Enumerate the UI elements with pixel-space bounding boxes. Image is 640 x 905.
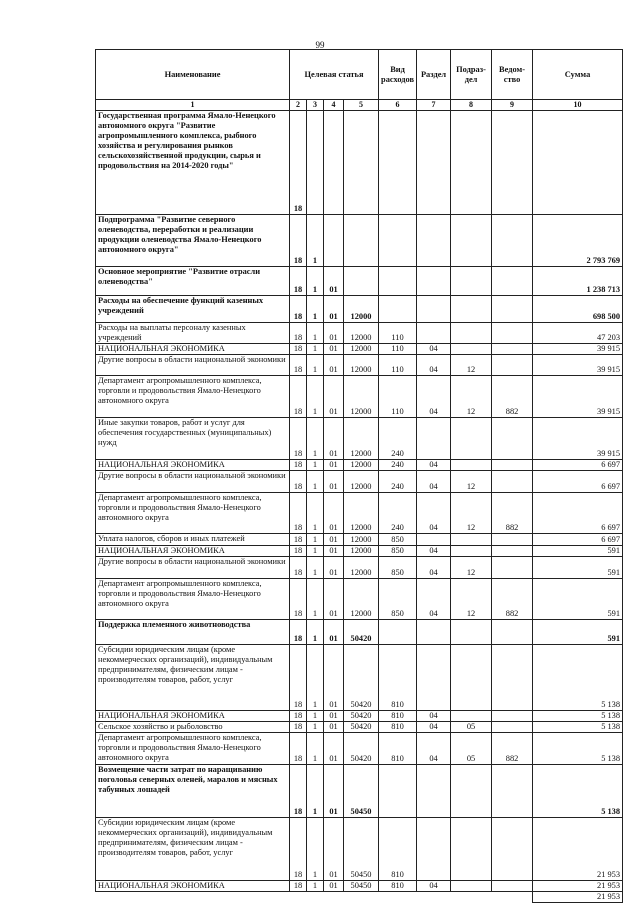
row-code-c7: 04 <box>417 579 451 620</box>
row-sum: 5 138 <box>533 722 623 733</box>
col-number: 4 <box>324 100 344 111</box>
row-sum: 698 500 <box>533 296 623 323</box>
table-row <box>96 818 623 881</box>
row-code-c7 <box>417 534 451 546</box>
row-code-c6: 810 <box>379 645 417 711</box>
row-code-c4: 01 <box>324 733 344 765</box>
row-code-c2: 18 <box>290 215 307 267</box>
row-code-c3: 1 <box>307 460 324 471</box>
row-code-c4: 01 <box>324 418 344 460</box>
row-name: Подпрограмма "Развитие северного оленеводства, переработки и реализации продукции оленеводства Ямало-Ненецкого автономного округа" <box>96 215 290 267</box>
row-sum: 591 <box>533 620 623 645</box>
row-sum: 591 <box>533 546 623 557</box>
row-code-c7 <box>417 418 451 460</box>
row-code-c5: 50450 <box>344 765 379 818</box>
row-code-c7: 04 <box>417 355 451 376</box>
row-code-c3: 1 <box>307 620 324 645</box>
row-code-c5 <box>344 267 379 296</box>
row-code-c8 <box>451 546 492 557</box>
row-code-c7: 04 <box>417 376 451 418</box>
row-sum: 6 697 <box>533 460 623 471</box>
row-sum <box>533 111 623 215</box>
header-row <box>96 50 623 100</box>
row-name: НАЦИОНАЛЬНАЯ ЭКОНОМИКА <box>96 881 290 892</box>
row-name: Расходы на выплаты персоналу казенных учреждений <box>96 323 290 344</box>
table-row <box>96 460 623 471</box>
row-code-c8 <box>451 296 492 323</box>
table-row <box>96 323 623 344</box>
row-code-c6: 810 <box>379 711 417 722</box>
row-code-c6 <box>379 296 417 323</box>
row-code-c4: 01 <box>324 344 344 355</box>
row-code-c8: 12 <box>451 471 492 493</box>
row-name: НАЦИОНАЛЬНАЯ ЭКОНОМИКА <box>96 460 290 471</box>
row-code-c2: 18 <box>290 579 307 620</box>
table-row <box>96 111 623 215</box>
row-code-c7 <box>417 111 451 215</box>
row-code-c7 <box>417 620 451 645</box>
row-code-c4: 01 <box>324 818 344 881</box>
row-code-c5 <box>344 215 379 267</box>
row-code-c7 <box>417 818 451 881</box>
col-number: 1 <box>96 100 290 111</box>
row-code-c5: 12000 <box>344 546 379 557</box>
row-code-c9 <box>492 418 533 460</box>
row-code-c9 <box>492 344 533 355</box>
row-code-c5: 12000 <box>344 460 379 471</box>
row-code-c6: 850 <box>379 534 417 546</box>
row-code-c2: 18 <box>290 546 307 557</box>
row-code-c2: 18 <box>290 376 307 418</box>
row-code-c4: 01 <box>324 460 344 471</box>
row-code-c3: 1 <box>307 579 324 620</box>
row-sum: 5 138 <box>533 645 623 711</box>
row-code-c3: 1 <box>307 355 324 376</box>
row-code-c3: 1 <box>307 376 324 418</box>
row-code-c2: 18 <box>290 645 307 711</box>
row-code-c7 <box>417 215 451 267</box>
row-name: Другие вопросы в области национальной экономики <box>96 557 290 579</box>
table-row <box>96 645 623 711</box>
row-code-c5: 12000 <box>344 344 379 355</box>
row-code-c6 <box>379 620 417 645</box>
row-code-c6 <box>379 111 417 215</box>
row-name: Иные закупки товаров, работ и услуг для обеспечения государственных (муниципальных) нужд <box>96 418 290 460</box>
row-sum: 39 915 <box>533 344 623 355</box>
row-code-c4: 01 <box>324 296 344 323</box>
table-row <box>96 267 623 296</box>
row-code-c2: 18 <box>290 733 307 765</box>
row-code-c7: 04 <box>417 493 451 534</box>
row-code-c2: 18 <box>290 620 307 645</box>
trailing-sum: 21 953 <box>533 892 623 903</box>
row-code-c4: 01 <box>324 557 344 579</box>
col-number: 2 <box>290 100 307 111</box>
row-code-c5: 50420 <box>344 733 379 765</box>
col-number: 7 <box>417 100 451 111</box>
row-code-c8: 12 <box>451 579 492 620</box>
row-code-c5: 50450 <box>344 818 379 881</box>
table-body <box>96 111 623 892</box>
row-code-c4: 01 <box>324 493 344 534</box>
row-sum: 21 953 <box>533 881 623 892</box>
row-code-c8: 05 <box>451 722 492 733</box>
row-code-c8 <box>451 418 492 460</box>
row-code-c9 <box>492 460 533 471</box>
row-code-c4: 01 <box>324 620 344 645</box>
row-code-c2: 18 <box>290 711 307 722</box>
row-code-c4: 01 <box>324 471 344 493</box>
row-code-c4: 01 <box>324 355 344 376</box>
row-code-c6: 110 <box>379 323 417 344</box>
col-number: 6 <box>379 100 417 111</box>
row-code-c8 <box>451 534 492 546</box>
header-department: Ведом-ство <box>492 50 533 100</box>
row-code-c6: 810 <box>379 733 417 765</box>
row-name: Сельское хозяйство и рыболовство <box>96 722 290 733</box>
row-code-c4: 01 <box>324 323 344 344</box>
col-number: 3 <box>307 100 324 111</box>
table-row <box>96 711 623 722</box>
table-row <box>96 620 623 645</box>
row-code-c5: 12000 <box>344 579 379 620</box>
col-number: 9 <box>492 100 533 111</box>
row-sum: 2 793 769 <box>533 215 623 267</box>
table-row <box>96 493 623 534</box>
row-code-c3: 1 <box>307 344 324 355</box>
row-code-c2: 18 <box>290 296 307 323</box>
row-code-c8 <box>451 111 492 215</box>
row-code-c3: 1 <box>307 215 324 267</box>
row-sum: 47 203 <box>533 323 623 344</box>
row-code-c3: 1 <box>307 881 324 892</box>
row-code-c9 <box>492 471 533 493</box>
trailing-row <box>96 892 623 903</box>
row-code-c8: 12 <box>451 493 492 534</box>
row-name: Другие вопросы в области национальной экономики <box>96 471 290 493</box>
row-code-c2: 18 <box>290 534 307 546</box>
row-code-c8: 12 <box>451 355 492 376</box>
row-name: Субсидии юридическим лицам (кроме некоммерческих организаций), индивидуальным предпринимателям, физическим лицам - производителям товаров, работ, услуг <box>96 645 290 711</box>
row-code-c5 <box>344 111 379 215</box>
table-row <box>96 765 623 818</box>
row-sum: 5 138 <box>533 765 623 818</box>
row-code-c4: 01 <box>324 711 344 722</box>
row-code-c5: 12000 <box>344 355 379 376</box>
row-code-c7 <box>417 645 451 711</box>
row-code-c9 <box>492 546 533 557</box>
header-name: Наименование <box>96 50 290 100</box>
row-name: Департамент агропромышленного комплекса, торговли и продовольствия Ямало-Ненецкого автономного округа <box>96 493 290 534</box>
row-code-c5: 12000 <box>344 471 379 493</box>
row-code-c7 <box>417 296 451 323</box>
row-code-c2: 18 <box>290 493 307 534</box>
row-code-c5: 12000 <box>344 493 379 534</box>
row-code-c7: 04 <box>417 344 451 355</box>
row-code-c7 <box>417 323 451 344</box>
row-code-c6 <box>379 765 417 818</box>
row-code-c6: 110 <box>379 355 417 376</box>
row-code-c9 <box>492 711 533 722</box>
row-name: Расходы на обеспечение функций казенных учреждений <box>96 296 290 323</box>
row-code-c4: 01 <box>324 722 344 733</box>
row-code-c9: 882 <box>492 733 533 765</box>
row-sum: 39 915 <box>533 418 623 460</box>
row-code-c9 <box>492 355 533 376</box>
row-code-c9 <box>492 534 533 546</box>
row-name: Другие вопросы в области национальной экономики <box>96 355 290 376</box>
row-code-c6: 110 <box>379 344 417 355</box>
row-sum: 39 915 <box>533 355 623 376</box>
row-code-c2: 18 <box>290 557 307 579</box>
row-code-c8 <box>451 344 492 355</box>
row-code-c7: 04 <box>417 546 451 557</box>
row-code-c8 <box>451 711 492 722</box>
row-code-c5: 12000 <box>344 557 379 579</box>
row-name: Основное мероприятие "Развитие отрасли оленеводства" <box>96 267 290 296</box>
column-number-row <box>96 100 623 111</box>
row-code-c4: 01 <box>324 881 344 892</box>
row-code-c3: 1 <box>307 267 324 296</box>
row-code-c7: 04 <box>417 711 451 722</box>
row-sum: 21 953 <box>533 818 623 881</box>
row-code-c9: 882 <box>492 579 533 620</box>
table-row <box>96 733 623 765</box>
row-name: Государственная программа Ямало-Ненецкого автономного округа "Развитие агропромышленного комплекса, рыбного хозяйства и регулирования рынков сельскохозяйственной продукции, сырья и продовольствия на 2014-2020 годы" <box>96 111 290 215</box>
table-row <box>96 344 623 355</box>
header-section: Раздел <box>417 50 451 100</box>
row-code-c3: 1 <box>307 711 324 722</box>
row-code-c5: 12000 <box>344 296 379 323</box>
table-row <box>96 534 623 546</box>
row-code-c9 <box>492 557 533 579</box>
row-code-c4: 01 <box>324 534 344 546</box>
row-code-c5: 50420 <box>344 722 379 733</box>
row-code-c4: 01 <box>324 645 344 711</box>
row-code-c8 <box>451 645 492 711</box>
row-code-c9 <box>492 215 533 267</box>
table-row <box>96 546 623 557</box>
table-row <box>96 215 623 267</box>
row-code-c7 <box>417 765 451 818</box>
row-code-c3: 1 <box>307 418 324 460</box>
row-code-c4: 01 <box>324 579 344 620</box>
table-row <box>96 881 623 892</box>
row-code-c5: 12000 <box>344 376 379 418</box>
row-code-c6: 240 <box>379 471 417 493</box>
row-code-c9 <box>492 296 533 323</box>
row-sum: 6 697 <box>533 534 623 546</box>
row-name: Департамент агропромышленного комплекса, торговли и продовольствия Ямало-Ненецкого автономного округа <box>96 376 290 418</box>
row-code-c7: 04 <box>417 460 451 471</box>
row-code-c2: 18 <box>290 460 307 471</box>
row-code-c3 <box>307 111 324 215</box>
row-name: Поддержка племенного животноводства <box>96 620 290 645</box>
row-code-c6: 810 <box>379 818 417 881</box>
row-code-c2: 18 <box>290 722 307 733</box>
table-row <box>96 471 623 493</box>
row-code-c5: 50420 <box>344 645 379 711</box>
row-name: Возмещение части затрат по наращиванию поголовья северных оленей, маралов и мясных табунных лошадей <box>96 765 290 818</box>
row-code-c9 <box>492 765 533 818</box>
row-code-c8 <box>451 215 492 267</box>
row-code-c2: 18 <box>290 323 307 344</box>
row-name: Субсидии юридическим лицам (кроме некоммерческих организаций), индивидуальным предпринимателям, физическим лицам - производителям товаров, работ, услуг <box>96 818 290 881</box>
row-code-c9 <box>492 645 533 711</box>
row-sum: 591 <box>533 579 623 620</box>
row-code-c4: 01 <box>324 546 344 557</box>
row-code-c3: 1 <box>307 546 324 557</box>
row-code-c2: 18 <box>290 355 307 376</box>
row-code-c2: 18 <box>290 111 307 215</box>
row-code-c4: 01 <box>324 376 344 418</box>
page-number: 99 <box>315 40 325 50</box>
row-code-c6: 240 <box>379 418 417 460</box>
row-code-c6: 240 <box>379 493 417 534</box>
row-sum: 591 <box>533 557 623 579</box>
row-sum: 5 138 <box>533 733 623 765</box>
row-name: НАЦИОНАЛЬНАЯ ЭКОНОМИКА <box>96 344 290 355</box>
table-row <box>96 355 623 376</box>
row-code-c9 <box>492 818 533 881</box>
row-code-c6 <box>379 215 417 267</box>
row-code-c5: 50420 <box>344 711 379 722</box>
row-code-c4 <box>324 111 344 215</box>
row-code-c8 <box>451 765 492 818</box>
row-code-c2: 18 <box>290 344 307 355</box>
row-code-c8: 12 <box>451 557 492 579</box>
row-code-c4: 01 <box>324 765 344 818</box>
row-code-c5: 12000 <box>344 418 379 460</box>
row-code-c3: 1 <box>307 722 324 733</box>
row-code-c6 <box>379 267 417 296</box>
table-row <box>96 376 623 418</box>
row-code-c7 <box>417 267 451 296</box>
row-sum: 6 697 <box>533 471 623 493</box>
table-row <box>96 722 623 733</box>
table-row <box>96 579 623 620</box>
row-code-c3: 1 <box>307 557 324 579</box>
row-code-c8: 05 <box>451 733 492 765</box>
row-code-c8 <box>451 881 492 892</box>
row-code-c2: 18 <box>290 881 307 892</box>
row-code-c5: 12000 <box>344 534 379 546</box>
row-code-c4: 01 <box>324 267 344 296</box>
row-sum: 6 697 <box>533 493 623 534</box>
row-code-c7: 04 <box>417 881 451 892</box>
col-number: 8 <box>451 100 492 111</box>
row-code-c9 <box>492 620 533 645</box>
col-number: 5 <box>344 100 379 111</box>
row-code-c3: 1 <box>307 493 324 534</box>
row-code-c3: 1 <box>307 733 324 765</box>
row-code-c9: 882 <box>492 376 533 418</box>
row-code-c2: 18 <box>290 418 307 460</box>
row-code-c8: 12 <box>451 376 492 418</box>
row-code-c3: 1 <box>307 323 324 344</box>
header-subsection: Подраз-дел <box>451 50 492 100</box>
header-expense-type: Вид расходов <box>379 50 417 100</box>
row-code-c7: 04 <box>417 722 451 733</box>
row-code-c8 <box>451 818 492 881</box>
table-row <box>96 296 623 323</box>
row-code-c9 <box>492 267 533 296</box>
row-code-c3: 1 <box>307 765 324 818</box>
row-sum: 1 238 713 <box>533 267 623 296</box>
row-code-c6: 850 <box>379 557 417 579</box>
row-code-c9 <box>492 323 533 344</box>
row-sum: 39 915 <box>533 376 623 418</box>
row-name: Департамент агропромышленного комплекса, торговли и продовольствия Ямало-Ненецкого автономного округа <box>96 733 290 765</box>
row-name: НАЦИОНАЛЬНАЯ ЭКОНОМИКА <box>96 711 290 722</box>
row-code-c8 <box>451 620 492 645</box>
row-code-c5: 50420 <box>344 620 379 645</box>
row-code-c6: 850 <box>379 546 417 557</box>
row-code-c2: 18 <box>290 818 307 881</box>
row-code-c3: 1 <box>307 296 324 323</box>
row-code-c7: 04 <box>417 733 451 765</box>
row-code-c9 <box>492 722 533 733</box>
row-code-c8 <box>451 323 492 344</box>
row-name: НАЦИОНАЛЬНАЯ ЭКОНОМИКА <box>96 546 290 557</box>
row-code-c3: 1 <box>307 645 324 711</box>
header-target-article: Целевая статья <box>290 50 379 100</box>
row-code-c2: 18 <box>290 267 307 296</box>
header-amount: Сумма <box>533 50 623 100</box>
row-code-c6: 240 <box>379 460 417 471</box>
row-code-c6: 110 <box>379 376 417 418</box>
row-code-c6: 850 <box>379 579 417 620</box>
row-code-c4 <box>324 215 344 267</box>
row-code-c9 <box>492 881 533 892</box>
row-code-c9: 882 <box>492 493 533 534</box>
row-name: Департамент агропромышленного комплекса, торговли и продовольствия Ямало-Ненецкого автономного округа <box>96 579 290 620</box>
row-code-c7: 04 <box>417 557 451 579</box>
row-code-c3: 1 <box>307 534 324 546</box>
table-row <box>96 557 623 579</box>
row-code-c2: 18 <box>290 765 307 818</box>
row-code-c7: 04 <box>417 471 451 493</box>
row-code-c5: 12000 <box>344 323 379 344</box>
row-code-c5: 50450 <box>344 881 379 892</box>
col-number: 10 <box>533 100 623 111</box>
row-sum: 5 138 <box>533 711 623 722</box>
row-code-c3: 1 <box>307 818 324 881</box>
row-code-c9 <box>492 111 533 215</box>
budget-table <box>95 49 623 903</box>
row-code-c2: 18 <box>290 471 307 493</box>
row-code-c8 <box>451 267 492 296</box>
table-row <box>96 418 623 460</box>
row-code-c8 <box>451 460 492 471</box>
row-code-c3: 1 <box>307 471 324 493</box>
row-code-c6: 810 <box>379 722 417 733</box>
row-code-c6: 810 <box>379 881 417 892</box>
row-name: Уплата налогов, сборов и иных платежей <box>96 534 290 546</box>
